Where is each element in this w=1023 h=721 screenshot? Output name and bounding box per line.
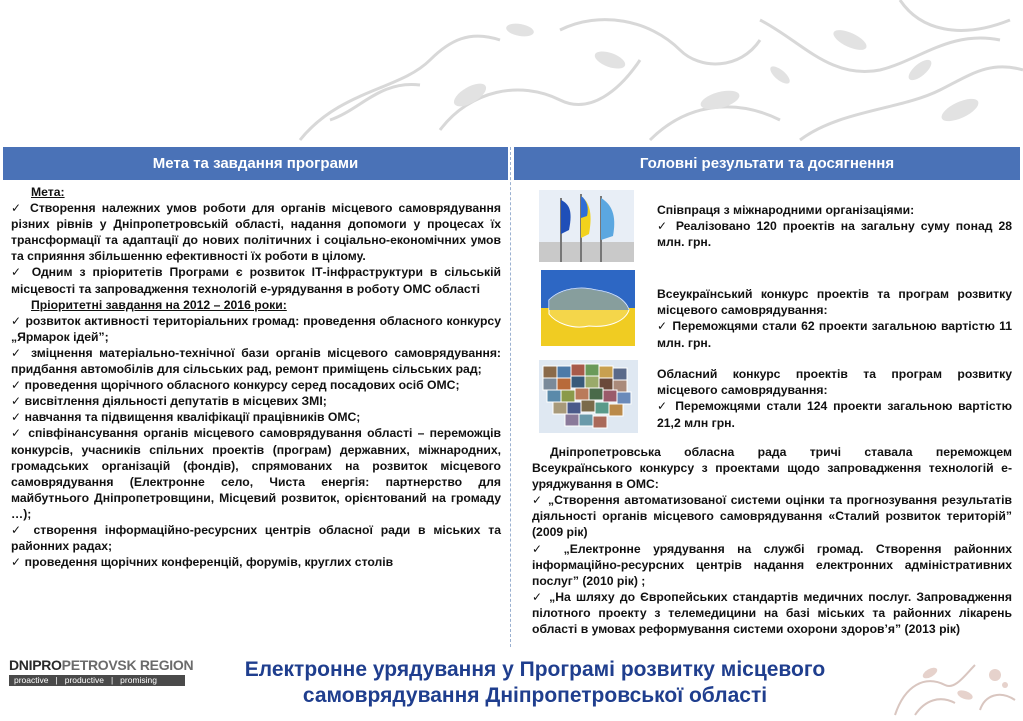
winner-item: ✓ „Створення автоматизованої системи оцінки та прогнозування результатів діяльності органів місцевого самоврядування «Сталий розвиток територій” (2009 рік) <box>532 493 1013 540</box>
check-icon: ✓ <box>532 493 544 508</box>
page-title: Електронне урядування у Програмі розвитку місцевого самоврядування Дніпропетровської області <box>244 658 826 707</box>
ukraine-map-photo <box>541 270 635 346</box>
check-icon: ✓ <box>11 555 22 570</box>
tasks-heading: Пріоритетні завдання на 2012 – 2016 роки: <box>31 297 287 312</box>
column-divider <box>510 147 511 647</box>
task-item: ✓ зміцнення матеріально-технічної бази органів місцевого самоврядування: придбання автомобілів для сільських рад, ремонт приміщень сільських рад; <box>11 345 501 377</box>
task-item: ✓ висвітлення діяльності депутатів в місцевих ЗМІ; <box>11 394 327 409</box>
check-icon: ✓ <box>11 265 25 280</box>
winner-item: ✓ „На шляху до Європейських стандартів медичних послуг. Запровадження пілотного проекту з телемедицини на базі міських та районних лікарень області в умовах реформування системи охорони здоров’я” (2013 рік) <box>532 589 1012 637</box>
national-contest-block <box>657 286 1012 351</box>
check-icon: ✓ <box>11 522 26 537</box>
block-heading: Обласний конкурс проектів та програм розвитку місцевого самоврядування: <box>657 367 1012 398</box>
check-icon: ✓ <box>11 378 22 393</box>
results-header: Головні результати та досягнення <box>514 147 1020 180</box>
check-icon: ✓ <box>11 345 25 360</box>
task-item: ✓ співфінансування органів місцевого самоврядування області – переможців конкурсів, учасників спільних проектів (програм) державних, міжнародних, громадських організацій (фондів), спрямованих на розвиток місцевого самоврядування (Електронне село, Чиста енергія: партнерство для майбутнього Дніпропетровщини, Місцевий розвиток, орієнтований на громаду …); <box>11 426 501 521</box>
check-icon: ✓ <box>11 426 24 441</box>
check-icon: ✓ <box>11 410 22 425</box>
task-item: ✓ створення інформаційно-ресурсних центрів обласної ради в міських та районних радах; <box>11 522 501 554</box>
block-heading: Співпраця з міжнародними організаціями: <box>657 203 915 217</box>
regional-contest-block <box>657 366 1012 431</box>
ornament-corner-icon <box>885 655 1023 721</box>
check-icon: ✓ <box>11 201 24 216</box>
task-item: ✓ проведення щорічних конференцій, форумів, круглих столів <box>11 555 394 570</box>
winner-heading: Дніпропетровська обласна рада тричі ставала переможцем Всеукраїнського конкурсу з проектами щодо запровадження технологій е-уряджування в ОМС: <box>532 445 1012 492</box>
task-item: ✓ проведення щорічного обласного конкурсу серед посадових осіб ОМС; <box>11 378 460 393</box>
winner-block <box>532 444 1012 637</box>
winner-item: ✓ „Електронне урядування на службі громад. Створення районних інформаційно-ресурсних центрів надання електронних адміністративних послуг” (2010 рік) ; <box>532 541 1012 588</box>
task-item: ✓ розвиток активності територіальних громад: проведення обласного конкурсу „Ярмарок ідей”; <box>11 313 501 344</box>
block-item: ✓ Переможцями стали 124 проекти загальною вартістю 21,2 млн грн. <box>657 399 1012 430</box>
intl-cooperation-block <box>657 202 1012 251</box>
check-icon: ✓ <box>11 313 22 328</box>
check-icon: ✓ <box>11 394 22 409</box>
task-item: ✓ навчання та підвищення кваліфікації працівників ОМС; <box>11 410 361 425</box>
goal-heading: Мета: <box>31 185 65 199</box>
check-icon: ✓ <box>657 319 669 334</box>
collage-map-photo <box>539 360 638 433</box>
flags-photo <box>539 190 634 262</box>
check-icon: ✓ <box>532 541 552 556</box>
check-icon: ✓ <box>657 399 670 414</box>
block-item: ✓ Переможцями стали 62 проекти загальною вартістю 11 млн. грн. <box>657 319 1012 350</box>
check-icon: ✓ <box>657 219 670 234</box>
floral-ornament <box>0 0 1023 148</box>
goal-item: ✓ Створення належних умов роботи для органів місцевого самоврядування різних рівнів у Дніпропетровській області, надання допомоги у процесах їх трансформації та адаптації до нових політичних і соціально-економічних умов та сприяння збільшенню ефективності їх роботи в цілому. <box>11 201 501 264</box>
block-heading: Всеукраїнський конкурс проектів та програм розвитку місцевого самоврядування: <box>657 287 1012 318</box>
region-logo: DNIPROPETROVSK REGION proactive | productive | promising <box>9 657 194 685</box>
check-icon: ✓ <box>532 589 544 604</box>
goals-column <box>11 184 501 570</box>
goals-header: Мета та завдання програми <box>3 147 508 180</box>
block-item: ✓ Реалізовано 120 проектів на загальну суму понад 28 млн. грн. <box>657 219 1013 250</box>
goal-item: ✓ Одним з пріоритетів Програми є розвиток ІТ-інфраструктури в сільській місцевості та запровадження технологій е-урядування в роботу ОМС області <box>11 265 501 296</box>
